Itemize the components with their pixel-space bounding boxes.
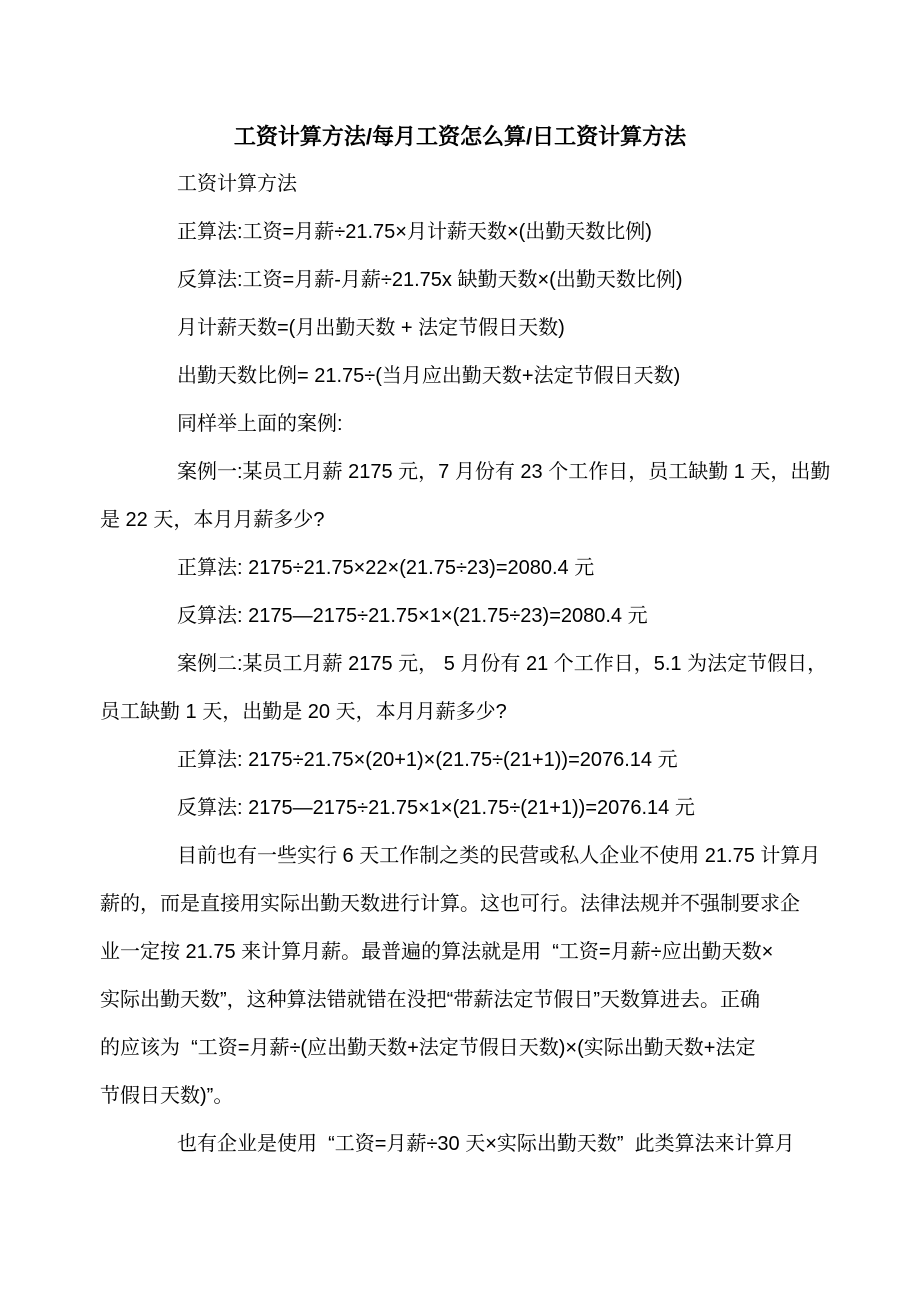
text-line: 实际出勤天数”，这种算法错就错在没把“带薪法定节假日”天数算进去。正确 xyxy=(100,989,760,1011)
text-line: 也有企业是使用 “工资=月薪÷30 天×实际出勤天数” 此类算法来计算月 xyxy=(177,1133,795,1155)
text-line: 正算法:工资=月薪÷21.75×月计薪天数×(出勤天数比例) xyxy=(177,221,652,243)
text-line: 业一定按 21.75 来计算月薪。最普遍的算法就是用 “工资=月薪÷应出勤天数× xyxy=(100,941,774,963)
text-line: 同样举上面的案例: xyxy=(177,413,343,435)
document-title: 工资计算方法/每月工资怎么算/日工资计算方法 xyxy=(233,124,687,149)
text-line: 月计薪天数=(月出勤天数 + 法定节假日天数) xyxy=(177,317,565,339)
text-line: 案例一:某员工月薪 2175 元，7 月份有 23 个工作日，员工缺勤 1 天，出勤 xyxy=(177,461,831,483)
text-line: 案例二:某员工月薪 2175 元， 5 月份有 21 个工作日，5.1 为法定节假日， xyxy=(177,653,828,675)
text-line: 薪的，而是直接用实际出勤天数进行计算。这也可行。法律法规并不强制要求企 xyxy=(100,893,800,915)
text-line: 正算法: 2175÷21.75×22×(21.75÷23)=2080.4 元 xyxy=(177,557,595,579)
text-line: 目前也有一些实行 6 天工作制之类的民营或私人企业不使用 21.75 计算月 xyxy=(177,845,821,867)
text-line: 正算法: 2175÷21.75×(20+1)×(21.75÷(21+1))=2076.14 元 xyxy=(177,749,678,771)
text-line: 反算法: 2175—2175÷21.75×1×(21.75÷(21+1))=2076.14 元 xyxy=(177,797,695,819)
text-line: 反算法: 2175—2175÷21.75×1×(21.75÷23)=2080.4 元 xyxy=(177,605,648,627)
text-line: 的应该为 “工资=月薪÷(应出勤天数+法定节假日天数)×(实际出勤天数+法定 xyxy=(100,1037,756,1059)
text-line: 反算法:工资=月薪-月薪÷21.75x 缺勤天数×(出勤天数比例) xyxy=(177,269,683,291)
text-line: 节假日天数)”。 xyxy=(100,1085,234,1107)
document-body xyxy=(100,160,831,1168)
text-line: 员工缺勤 1 天，出勤是 20 天，本月月薪多少? xyxy=(100,701,507,723)
text-line: 是 22 天，本月月薪多少? xyxy=(100,509,325,531)
text-line: 工资计算方法 xyxy=(177,173,297,195)
text-line: 出勤天数比例= 21.75÷(当月应出勤天数+法定节假日天数) xyxy=(177,365,681,387)
